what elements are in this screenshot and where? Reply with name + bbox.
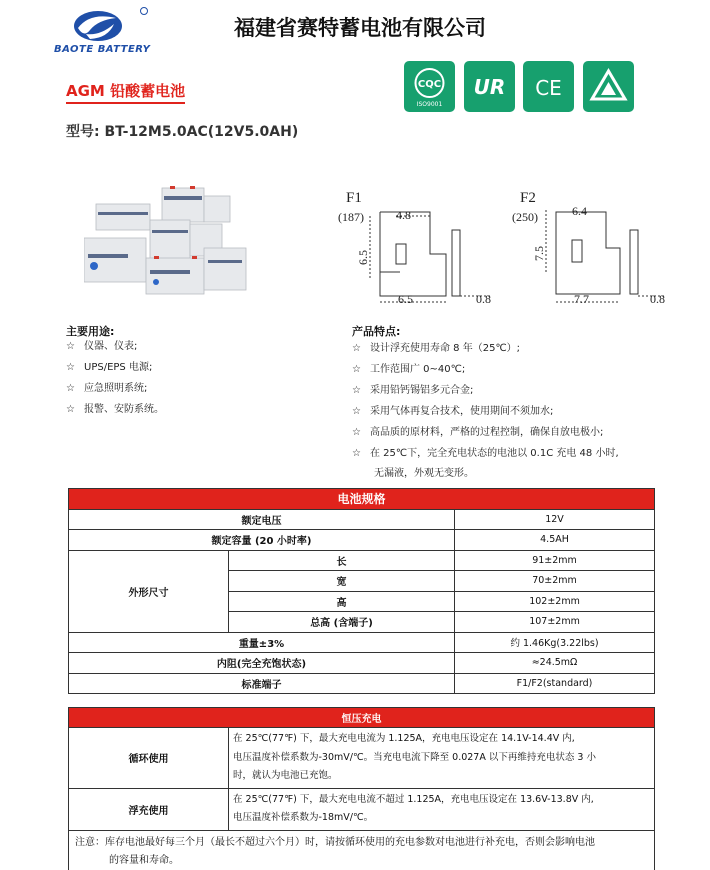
feature-text: 采用铅钙锡铝多元合金; <box>370 385 474 396</box>
f1-top-width: 4.8 <box>396 208 411 222</box>
star-icon: ☆ <box>352 448 361 459</box>
cycle-use-label: 循环使用 <box>69 728 229 789</box>
certification-marks <box>404 61 634 113</box>
feature-text: 在 25℃下，完全充电状态的电池以 0.1C 充电 48 小时, <box>370 448 619 459</box>
table-row <box>69 550 655 571</box>
table-row <box>69 653 655 674</box>
feature-text: 高品质的原材料，严格的过程控制，确保自放电极小; <box>370 427 604 438</box>
terminal-drawings <box>330 186 670 316</box>
triangle-mark-icon <box>583 61 634 112</box>
spec-label: 总高 (含端子) <box>229 612 455 633</box>
star-icon: ☆ <box>352 406 361 417</box>
charging-table <box>68 707 655 870</box>
iso-label: ISO9001 <box>416 101 443 108</box>
star-icon: ☆ <box>66 383 75 394</box>
ce-mark-icon <box>523 61 574 112</box>
spec-value: ≈24.5mΩ <box>455 653 655 674</box>
list-item <box>352 401 619 422</box>
feature-text: 工作范围广 0~40℃; <box>370 364 466 375</box>
star-icon: ☆ <box>352 385 361 396</box>
use-text: 仪器、仪表; <box>84 341 138 352</box>
f1-height: 6.5 <box>356 250 370 265</box>
features-title: 产品特点: <box>352 325 401 338</box>
table-row <box>69 530 655 551</box>
uses-list <box>66 336 164 420</box>
spec-label-dimensions: 外形尺寸 <box>69 550 229 632</box>
list-item <box>352 422 619 443</box>
spec-label: 额定容量 (20 小时率) <box>69 530 455 551</box>
star-icon: ☆ <box>352 364 361 375</box>
cycle-line: 电压温度补偿系数为-30mV/℃。当充电电流下降至 0.027A 以下再维持充电状态 3 小 <box>233 751 596 763</box>
f2-title: F2 <box>520 190 536 206</box>
list-item <box>352 338 619 359</box>
f1-code: (187) <box>338 210 364 224</box>
spec-value: 91±2mm <box>455 550 655 571</box>
float-use-text <box>229 788 655 830</box>
model-number: 型号: BT-12M5.0AC(12V5.0AH) <box>66 124 299 140</box>
list-item <box>66 357 164 378</box>
table-row <box>69 830 655 870</box>
spec-value: 4.5AH <box>455 530 655 551</box>
ur-label: UR <box>473 75 506 99</box>
spec-label: 额定电压 <box>69 509 455 530</box>
spec-value: 约 1.46Kg(3.22lbs) <box>455 632 655 653</box>
feature-text: 采用气体再复合技术，使用期间不须加水; <box>370 406 554 417</box>
battery-spec-table <box>68 488 655 694</box>
float-line: 在 25℃(77℉) 下，最大充电电流不超过 1.125A，充电电压设定在 13.6V-13.8V 内, <box>233 793 594 805</box>
features-list <box>352 338 619 484</box>
f1-thickness: 0.8 <box>476 292 491 306</box>
spec-value: F1/F2(standard) <box>455 673 655 694</box>
company-name: 福建省赛特蓄电池有限公司 <box>234 16 486 40</box>
spec-label: 高 <box>229 591 455 612</box>
feature-text: 设计浮充使用寿命 8 年（25℃）; <box>370 343 521 354</box>
cqc-label: CQC <box>417 79 442 90</box>
cqc-iso9001-icon <box>404 61 455 112</box>
table-row <box>69 673 655 694</box>
float-use-label: 浮充使用 <box>69 788 229 830</box>
cycle-line: 时，就认为电池已充饱。 <box>233 770 338 781</box>
spec-value: 102±2mm <box>455 591 655 612</box>
spec-label: 宽 <box>229 571 455 592</box>
table-row <box>69 788 655 830</box>
cycle-line: 在 25℃(77℉) 下，最大充电电流为 1.125A，充电电压设定在 14.1V-14.4V 内, <box>233 733 575 744</box>
list-item <box>352 380 619 401</box>
note-line: 的容量和寿命。 <box>109 854 179 866</box>
star-icon: ☆ <box>66 404 75 415</box>
float-line: 电压温度补偿系数为-18mV/℃。 <box>233 812 374 823</box>
list-item <box>352 359 619 380</box>
f2-base-width: 7.7 <box>574 292 589 306</box>
use-text: 应急照明系统; <box>84 383 148 394</box>
table-row <box>69 509 655 530</box>
list-item-continuation: 无漏液，外观无变形。 <box>374 468 474 479</box>
ce-label: CE <box>535 76 562 100</box>
logo-text: BAOTE BATTERY <box>54 44 151 55</box>
list-item <box>66 336 164 357</box>
spec-value: 107±2mm <box>455 612 655 633</box>
f2-code: (250) <box>512 210 538 224</box>
spec-value: 12V <box>455 509 655 530</box>
product-photo <box>84 186 254 298</box>
star-icon: ☆ <box>66 362 75 373</box>
spec-table-header: 电池规格 <box>69 489 655 510</box>
spec-label: 内阻(完全充饱状态) <box>69 653 455 674</box>
charging-table-header: 恒压充电 <box>69 708 655 728</box>
f2-height: 7.5 <box>532 246 546 261</box>
product-category: AGM 铅酸蓄电池 <box>66 80 185 104</box>
star-icon: ☆ <box>352 427 361 438</box>
list-item <box>66 399 164 420</box>
ul-recognized-icon <box>464 61 515 112</box>
cycle-use-text <box>229 728 655 789</box>
list-item <box>352 443 619 464</box>
spec-label: 长 <box>229 550 455 571</box>
storage-note <box>69 830 655 870</box>
f1-base-width: 6.5 <box>398 292 413 306</box>
use-text: UPS/EPS 电源; <box>84 362 153 373</box>
uses-title: 主要用途: <box>66 325 115 338</box>
f2-thickness: 0.8 <box>650 292 665 306</box>
f1-title: F1 <box>346 190 362 206</box>
spec-label: 标准端子 <box>69 673 455 694</box>
note-line: 注意：库存电池最好每三个月（最长不超过六个月）时，请按循环使用的充电参数对电池进行补充电，否则会影响电池 <box>75 836 595 848</box>
spec-value: 70±2mm <box>455 571 655 592</box>
table-row <box>69 632 655 653</box>
star-icon: ☆ <box>352 343 361 354</box>
list-item <box>66 378 164 399</box>
terminal-diagram <box>330 186 670 316</box>
f2-top-width: 6.4 <box>572 204 587 218</box>
star-icon: ☆ <box>66 341 75 352</box>
use-text: 报警、安防系统。 <box>84 404 164 415</box>
table-row <box>69 728 655 789</box>
spec-label: 重量±3% <box>69 632 455 653</box>
